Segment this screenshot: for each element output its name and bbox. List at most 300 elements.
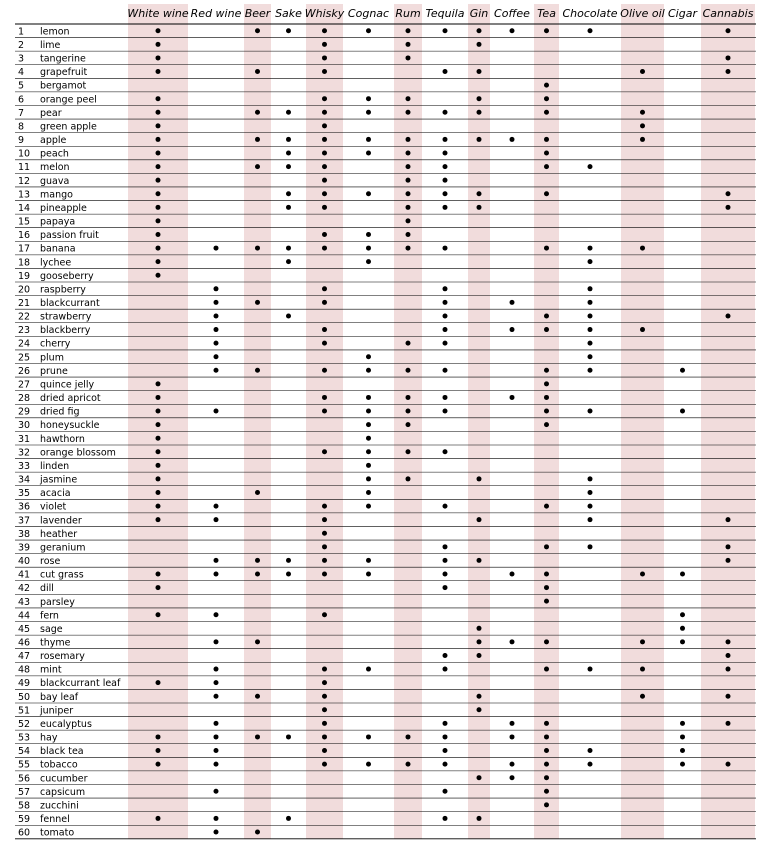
dot-lavender-white-wine — [156, 517, 161, 522]
dot-geranium-cannabis — [726, 544, 731, 549]
row-number: 42 — [18, 583, 31, 595]
dot-plum-cognac — [366, 354, 371, 359]
row-label-dried-apricot: dried apricot — [40, 393, 101, 405]
dot-jasmine-rum — [406, 476, 411, 481]
dot-thyme-cannabis — [726, 639, 731, 644]
row-number: 7 — [18, 107, 25, 119]
row-label-green-apple: green apple — [40, 121, 97, 133]
dot-tangerine-whisky — [322, 55, 327, 60]
row-label-fern: fern — [40, 610, 59, 622]
row-label-blackcurrant: blackcurrant — [40, 297, 100, 309]
dot-tangerine-white-wine — [156, 55, 161, 60]
dot-black-tea-cigar — [680, 748, 685, 753]
dot-honeysuckle-rum — [406, 422, 411, 427]
dot-geranium-whisky — [322, 544, 327, 549]
dot-blackcurrant-leaf-red-wine — [214, 680, 219, 685]
dot-tobacco-coffee — [510, 762, 515, 767]
dot-prune-whisky — [322, 368, 327, 373]
dot-pear-tequila — [443, 110, 448, 115]
row-number: 6 — [18, 94, 25, 106]
dot-plum-chocolate — [588, 354, 593, 359]
dot-thyme-cigar — [680, 639, 685, 644]
dot-capsicum-red-wine — [214, 789, 219, 794]
dot-fern-red-wine — [214, 612, 219, 617]
row-label-fennel: fennel — [40, 814, 70, 826]
dot-lychee-cognac — [366, 259, 371, 264]
row-number: 18 — [18, 257, 31, 269]
row-label-raspberry: raspberry — [40, 284, 86, 296]
dot-strawberry-chocolate — [588, 313, 593, 318]
dot-mint-tea — [544, 667, 549, 672]
dot-eucalyptus-cannabis — [726, 721, 731, 726]
dot-dried-fig-red-wine — [214, 409, 219, 414]
dot-lavender-whisky — [322, 517, 327, 522]
column-header-white-wine: White wine — [127, 7, 189, 20]
row-number: 14 — [18, 202, 31, 214]
dot-lemon-tequila — [443, 28, 448, 33]
dot-grapefruit-cannabis — [726, 69, 731, 74]
dot-tobacco-tequila — [443, 762, 448, 767]
dot-acacia-cognac — [366, 490, 371, 495]
dot-apple-coffee — [510, 137, 515, 142]
dot-prune-chocolate — [588, 368, 593, 373]
dot-bay-leaf-beer — [255, 694, 260, 699]
dot-cut-grass-sake — [286, 571, 291, 576]
row-number: 29 — [18, 406, 31, 418]
dot-banana-tequila — [443, 246, 448, 251]
dot-dried-apricot-tea — [544, 395, 549, 400]
dot-rose-sake — [286, 558, 291, 563]
row-number: 36 — [18, 501, 31, 513]
row-label-orange-blossom: orange blossom — [40, 447, 116, 459]
column-header-gin: Gin — [469, 7, 489, 20]
dot-orange-peel-rum — [406, 96, 411, 101]
dot-rose-tequila — [443, 558, 448, 563]
row-label-thyme: thyme — [40, 637, 71, 649]
dot-orange-blossom-tequila — [443, 449, 448, 454]
dot-dried-apricot-white-wine — [156, 395, 161, 400]
dot-hay-cigar — [680, 734, 685, 739]
dot-peach-rum — [406, 151, 411, 156]
row-label-lavender: lavender — [40, 515, 82, 527]
dot-parsley-tea — [544, 599, 549, 604]
dot-apple-whisky — [322, 137, 327, 142]
dot-cherry-rum — [406, 341, 411, 346]
dot-hay-sake — [286, 734, 291, 739]
dot-cut-grass-beer — [255, 571, 260, 576]
dot-prune-cognac — [366, 368, 371, 373]
row-number: 44 — [18, 610, 31, 622]
row-label-quince-jelly: quince jelly — [40, 379, 95, 391]
row-number: 19 — [18, 270, 31, 282]
dot-pineapple-tequila — [443, 205, 448, 210]
dot-grapefruit-tequila — [443, 69, 448, 74]
dot-peach-whisky — [322, 151, 327, 156]
row-number: 51 — [18, 705, 31, 717]
dot-violet-whisky — [322, 504, 327, 509]
dot-lychee-white-wine — [156, 259, 161, 264]
dot-tobacco-tea — [544, 762, 549, 767]
row-label-heather: heather — [40, 528, 78, 540]
dot-violet-red-wine — [214, 504, 219, 509]
dot-thyme-coffee — [510, 639, 515, 644]
dot-dried-apricot-rum — [406, 395, 411, 400]
row-number: 39 — [18, 542, 31, 554]
dot-tobacco-red-wine — [214, 762, 219, 767]
dot-orange-blossom-cognac — [366, 449, 371, 454]
dot-bay-leaf-cannabis — [726, 694, 731, 699]
row-number: 5 — [18, 80, 25, 92]
dot-hay-red-wine — [214, 734, 219, 739]
dot-fennel-sake — [286, 816, 291, 821]
row-label-pineapple: pineapple — [40, 202, 87, 214]
dot-cherry-chocolate — [588, 341, 593, 346]
dot-violet-tequila — [443, 504, 448, 509]
row-label-blackberry: blackberry — [40, 325, 91, 337]
dot-fennel-white-wine — [156, 816, 161, 821]
dot-orange-peel-cognac — [366, 96, 371, 101]
dot-cut-grass-cigar — [680, 571, 685, 576]
row-number: 45 — [18, 623, 31, 635]
dot-grapefruit-olive-oil — [640, 69, 645, 74]
row-label-acacia: acacia — [40, 488, 71, 500]
row-number: 13 — [18, 189, 31, 201]
dot-lime-rum — [406, 42, 411, 47]
dot-honeysuckle-cognac — [366, 422, 371, 427]
dot-hawthorn-cognac — [366, 436, 371, 441]
column-band-gin — [468, 4, 490, 839]
row-label-black-tea: black tea — [40, 746, 84, 758]
dot-violet-tea — [544, 504, 549, 509]
dot-cut-grass-cognac — [366, 571, 371, 576]
dot-banana-rum — [406, 246, 411, 251]
dot-apple-tequila — [443, 137, 448, 142]
dot-mint-tequila — [443, 667, 448, 672]
column-header-olive-oil: Olive oil — [620, 7, 665, 20]
row-label-violet: violet — [40, 501, 67, 513]
row-label-jasmine: jasmine — [40, 474, 78, 486]
dot-melon-tea — [544, 164, 549, 169]
dot-papaya-white-wine — [156, 218, 161, 223]
dot-juniper-whisky — [322, 707, 327, 712]
column-header-tequila: Tequila — [425, 7, 465, 20]
dot-lime-gin — [477, 42, 482, 47]
row-label-geranium: geranium — [40, 542, 86, 554]
dot-apple-gin — [477, 137, 482, 142]
dot-hawthorn-white-wine — [156, 436, 161, 441]
dot-peach-tequila — [443, 151, 448, 156]
dot-hay-whisky — [322, 734, 327, 739]
row-label-peach: peach — [40, 148, 69, 160]
dot-thyme-red-wine — [214, 639, 219, 644]
row-label-rose: rose — [40, 556, 61, 568]
dot-blackcurrant-tequila — [443, 300, 448, 305]
row-label-passion-fruit: passion fruit — [40, 230, 99, 242]
dot-thyme-gin — [477, 639, 482, 644]
dot-raspberry-whisky — [322, 286, 327, 291]
dot-black-tea-chocolate — [588, 748, 593, 753]
row-label-guava: guava — [40, 175, 70, 187]
column-band-whisky — [306, 4, 343, 839]
row-number: 3 — [18, 53, 25, 65]
dot-cherry-red-wine — [214, 341, 219, 346]
dot-guava-white-wine — [156, 178, 161, 183]
dot-hay-coffee — [510, 734, 515, 739]
dot-bay-leaf-olive-oil — [640, 694, 645, 699]
dot-mango-rum — [406, 191, 411, 196]
dot-cut-grass-olive-oil — [640, 571, 645, 576]
dot-orange-peel-white-wine — [156, 96, 161, 101]
dot-orange-peel-whisky — [322, 96, 327, 101]
dot-tobacco-cognac — [366, 762, 371, 767]
dot-rosemary-cannabis — [726, 653, 731, 658]
dot-geranium-chocolate — [588, 544, 593, 549]
dot-hay-rum — [406, 734, 411, 739]
dot-lavender-chocolate — [588, 517, 593, 522]
dot-fern-cigar — [680, 612, 685, 617]
row-number: 30 — [18, 420, 31, 432]
row-number: 17 — [18, 243, 31, 255]
dot-banana-whisky — [322, 246, 327, 251]
dot-geranium-tea — [544, 544, 549, 549]
dot-rose-beer — [255, 558, 260, 563]
dot-linden-cognac — [366, 463, 371, 468]
dot-plum-red-wine — [214, 354, 219, 359]
dot-lavender-red-wine — [214, 517, 219, 522]
row-number: 28 — [18, 393, 31, 405]
row-label-honeysuckle: honeysuckle — [40, 420, 100, 432]
dot-passion-fruit-cognac — [366, 232, 371, 237]
dot-pineapple-rum — [406, 205, 411, 210]
column-header-cognac: Cognac — [347, 7, 390, 20]
row-label-tomato: tomato — [40, 827, 75, 839]
dot-cherry-tequila — [443, 341, 448, 346]
dot-apple-tea — [544, 137, 549, 142]
dot-rose-cognac — [366, 558, 371, 563]
dot-lychee-chocolate — [588, 259, 593, 264]
row-number: 20 — [18, 284, 31, 296]
row-number: 22 — [18, 311, 31, 323]
column-header-layer — [127, 7, 753, 20]
dot-strawberry-tequila — [443, 313, 448, 318]
dot-cut-grass-coffee — [510, 571, 515, 576]
dot-apple-cognac — [366, 137, 371, 142]
dot-mango-tea — [544, 191, 549, 196]
dot-hay-tea — [544, 734, 549, 739]
dot-green-apple-whisky — [322, 123, 327, 128]
dot-lavender-gin — [477, 517, 482, 522]
dot-pear-cognac — [366, 110, 371, 115]
dot-apple-beer — [255, 137, 260, 142]
dot-dill-tequila — [443, 585, 448, 590]
dot-mint-chocolate — [588, 667, 593, 672]
dot-pineapple-sake — [286, 205, 291, 210]
dot-blackberry-tea — [544, 327, 549, 332]
row-number: 4 — [18, 67, 25, 79]
row-label-parsley: parsley — [40, 596, 75, 608]
dot-mint-olive-oil — [640, 667, 645, 672]
row-label-tangerine: tangerine — [40, 53, 86, 65]
column-band-olive-oil — [621, 4, 664, 839]
row-label-cherry: cherry — [40, 338, 71, 350]
dot-gooseberry-white-wine — [156, 273, 161, 278]
dot-raspberry-red-wine — [214, 286, 219, 291]
dot-banana-white-wine — [156, 246, 161, 251]
row-number: 11 — [18, 162, 31, 174]
dot-pineapple-cannabis — [726, 205, 731, 210]
row-number: 56 — [18, 773, 31, 785]
dot-blackberry-tequila — [443, 327, 448, 332]
row-label-cucumber: cucumber — [40, 773, 88, 785]
dot-capsicum-tequila — [443, 789, 448, 794]
dot-melon-sake — [286, 164, 291, 169]
dot-cut-grass-tea — [544, 571, 549, 576]
dot-cucumber-tea — [544, 775, 549, 780]
row-label-apple: apple — [40, 135, 67, 147]
dot-quince-jelly-white-wine — [156, 381, 161, 386]
dot-blackcurrant-whisky — [322, 300, 327, 305]
dot-eucalyptus-coffee — [510, 721, 515, 726]
row-label-lime: lime — [40, 39, 61, 51]
dot-strawberry-cannabis — [726, 313, 731, 318]
row-label-blackcurrant-leaf: blackcurrant leaf — [40, 678, 121, 690]
dot-violet-chocolate — [588, 504, 593, 509]
dot-melon-rum — [406, 164, 411, 169]
dot-mango-white-wine — [156, 191, 161, 196]
dot-tobacco-cigar — [680, 762, 685, 767]
dot-passion-fruit-rum — [406, 232, 411, 237]
column-header-coffee: Coffee — [494, 7, 530, 20]
dot-tobacco-cannabis — [726, 762, 731, 767]
row-label-eucalyptus: eucalyptus — [40, 718, 92, 730]
dot-eucalyptus-tea — [544, 721, 549, 726]
dot-pear-gin — [477, 110, 482, 115]
dot-melon-tequila — [443, 164, 448, 169]
row-label-plum: plum — [40, 352, 64, 364]
dot-hay-tequila — [443, 734, 448, 739]
dot-capsicum-tea — [544, 789, 549, 794]
dot-orange-blossom-white-wine — [156, 449, 161, 454]
column-header-sake: Sake — [275, 7, 302, 20]
dot-lemon-gin — [477, 28, 482, 33]
dot-dried-fig-cognac — [366, 409, 371, 414]
row-label-grapefruit: grapefruit — [40, 67, 88, 79]
row-label-banana: banana — [40, 243, 76, 255]
dot-fennel-gin — [477, 816, 482, 821]
row-label-papaya: papaya — [40, 216, 76, 228]
dot-blackberry-chocolate — [588, 327, 593, 332]
row-number: 31 — [18, 433, 31, 445]
dot-cut-grass-white-wine — [156, 571, 161, 576]
dot-eucalyptus-red-wine — [214, 721, 219, 726]
row-number: 43 — [18, 596, 31, 608]
row-number: 47 — [18, 651, 31, 663]
row-number: 35 — [18, 488, 31, 500]
row-number: 54 — [18, 746, 31, 758]
row-number: 40 — [18, 556, 31, 568]
column-shading-layer — [128, 4, 755, 839]
dot-grapefruit-beer — [255, 69, 260, 74]
dot-lemon-whisky — [322, 28, 327, 33]
dot-hay-cognac — [366, 734, 371, 739]
dot-prune-tequila — [443, 368, 448, 373]
dot-orange-peel-gin — [477, 96, 482, 101]
dot-eucalyptus-whisky — [322, 721, 327, 726]
dot-peach-sake — [286, 151, 291, 156]
column-header-beer: Beer — [244, 7, 271, 20]
dot-mango-tequila — [443, 191, 448, 196]
dot-melon-chocolate — [588, 164, 593, 169]
dot-mango-cannabis — [726, 191, 731, 196]
dot-peach-tea — [544, 151, 549, 156]
dot-pineapple-whisky — [322, 205, 327, 210]
dot-lychee-sake — [286, 259, 291, 264]
dot-melon-beer — [255, 164, 260, 169]
dot-rose-gin — [477, 558, 482, 563]
dot-pear-olive-oil — [640, 110, 645, 115]
dot-green-apple-olive-oil — [640, 123, 645, 128]
dot-prune-tea — [544, 368, 549, 373]
dot-pear-rum — [406, 110, 411, 115]
dot-pear-white-wine — [156, 110, 161, 115]
dot-strawberry-red-wine — [214, 313, 219, 318]
column-header-tea: Tea — [537, 7, 556, 20]
row-number: 52 — [18, 718, 31, 730]
dot-fern-whisky — [322, 612, 327, 617]
dot-jasmine-cognac — [366, 476, 371, 481]
dot-lavender-cannabis — [726, 517, 731, 522]
row-number: 24 — [18, 338, 31, 350]
dot-lemon-tea — [544, 28, 549, 33]
row-label-rosemary: rosemary — [40, 651, 85, 663]
dot-hay-white-wine — [156, 734, 161, 739]
dot-dried-fig-white-wine — [156, 409, 161, 414]
dot-green-apple-white-wine — [156, 123, 161, 128]
dot-rosemary-tequila — [443, 653, 448, 658]
dot-rose-red-wine — [214, 558, 219, 563]
row-number: 49 — [18, 678, 31, 690]
dot-mango-sake — [286, 191, 291, 196]
row-label-lychee: lychee — [40, 257, 72, 269]
dot-blackcurrant-leaf-white-wine — [156, 680, 161, 685]
row-number: 33 — [18, 460, 31, 472]
dot-blackcurrant-beer — [255, 300, 260, 305]
dot-sage-gin — [477, 626, 482, 631]
dot-black-tea-white-wine — [156, 748, 161, 753]
dot-prune-red-wine — [214, 368, 219, 373]
row-number: 55 — [18, 759, 31, 771]
dot-cut-grass-red-wine — [214, 571, 219, 576]
row-number: 38 — [18, 528, 31, 540]
dot-tangerine-cannabis — [726, 55, 731, 60]
dot-apple-rum — [406, 137, 411, 142]
row-label-capsicum: capsicum — [40, 786, 86, 798]
dot-pear-sake — [286, 110, 291, 115]
row-number: 53 — [18, 732, 31, 744]
dot-eucalyptus-tequila — [443, 721, 448, 726]
row-number: 32 — [18, 447, 31, 459]
dot-blackcurrant-red-wine — [214, 300, 219, 305]
row-label-bay-leaf: bay leaf — [40, 691, 79, 703]
dot-peach-cognac — [366, 151, 371, 156]
dot-blackcurrant-leaf-whisky — [322, 680, 327, 685]
row-label-dill: dill — [40, 583, 54, 595]
dot-banana-olive-oil — [640, 246, 645, 251]
dot-dill-tea — [544, 585, 549, 590]
dot-banana-sake — [286, 246, 291, 251]
dot-raspberry-tequila — [443, 286, 448, 291]
dot-bay-leaf-red-wine — [214, 694, 219, 699]
